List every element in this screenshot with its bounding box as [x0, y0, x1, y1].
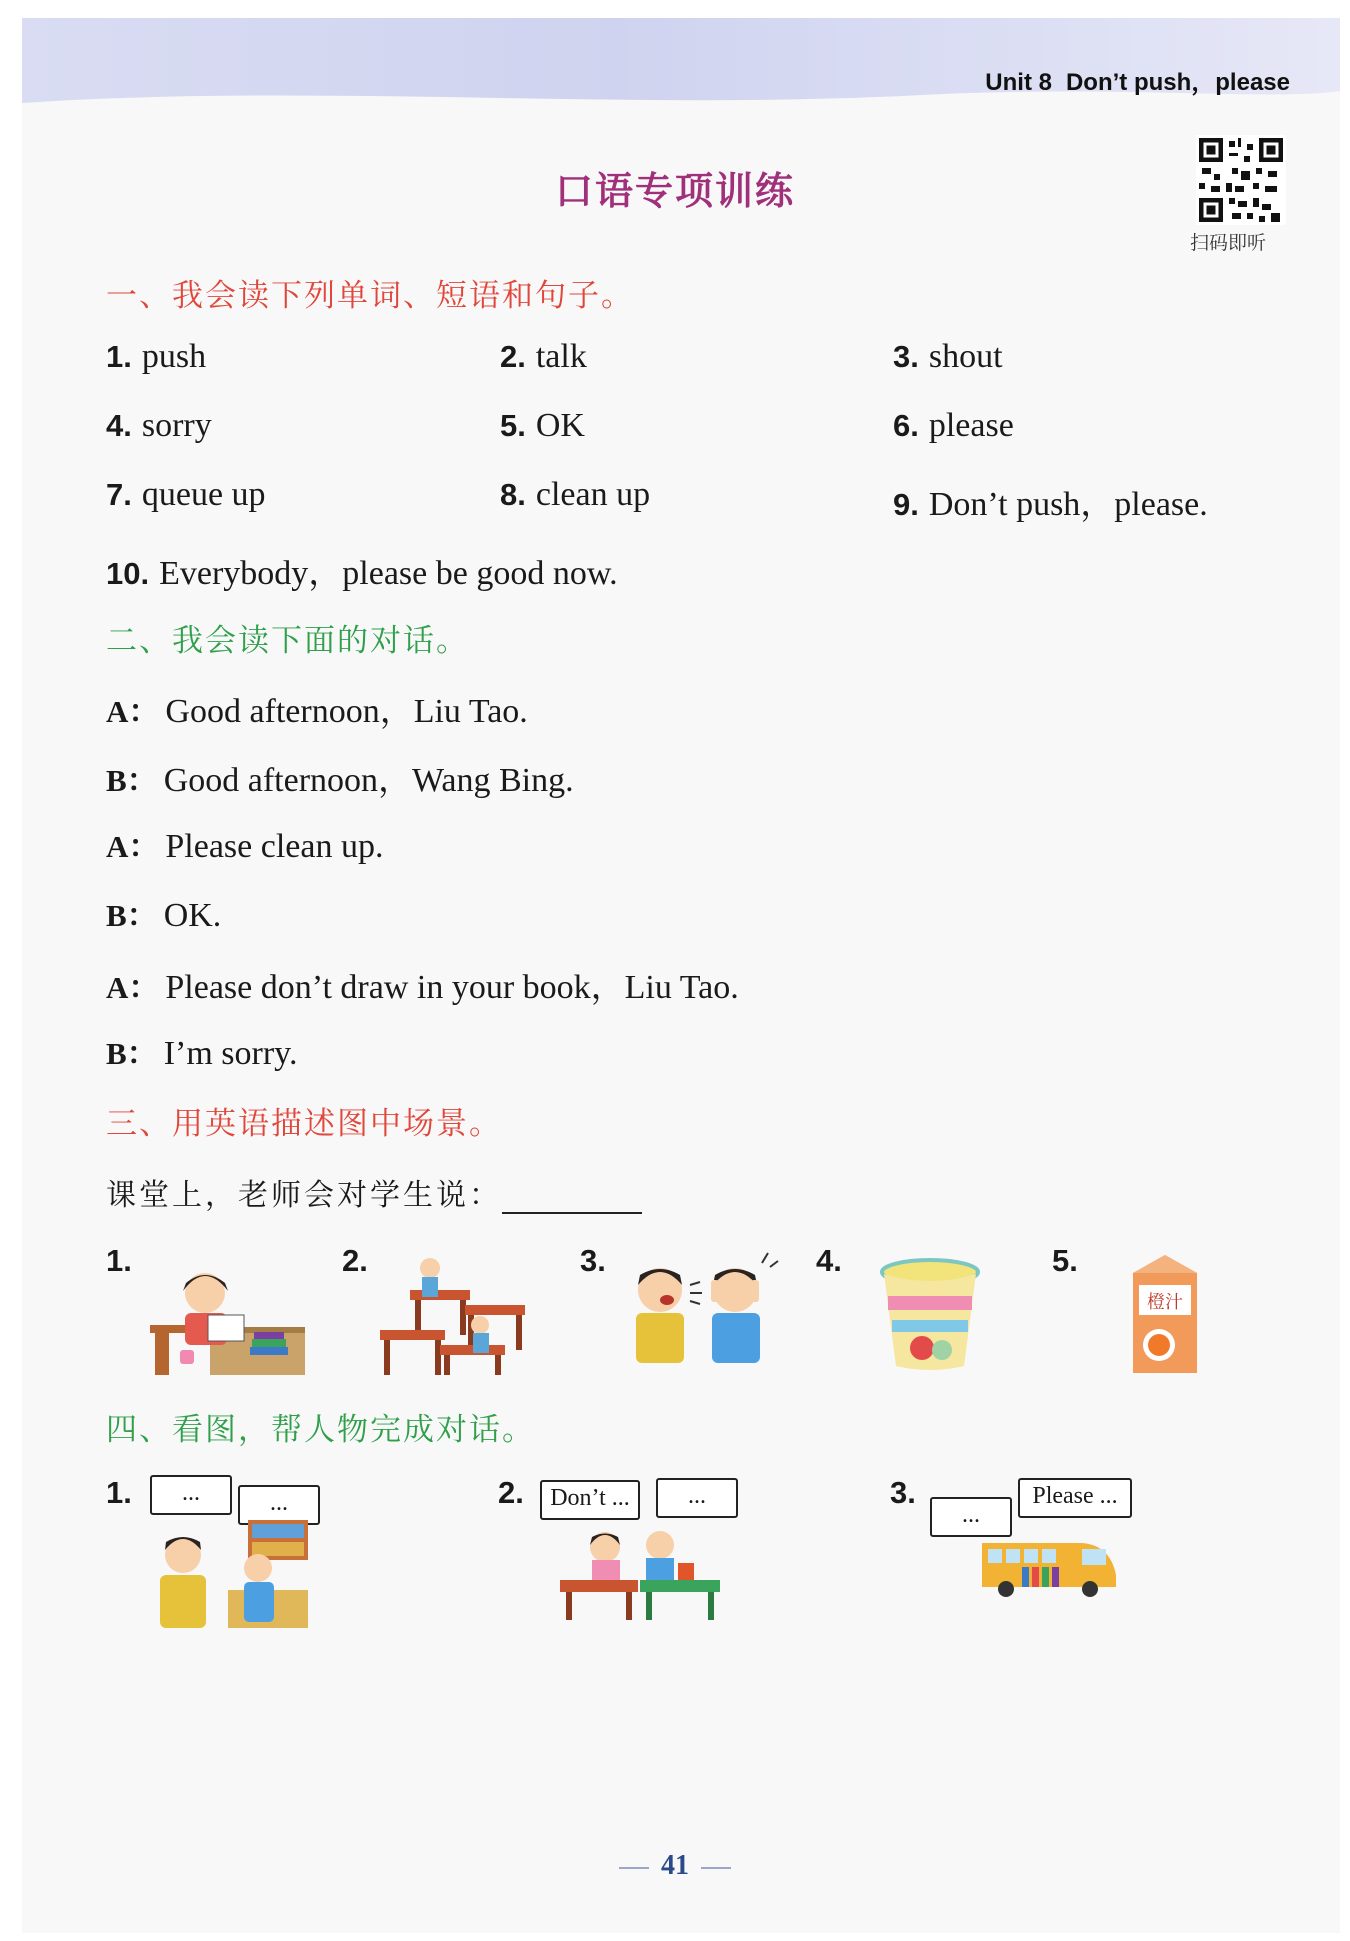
picture-number: 4.: [816, 1243, 842, 1278]
speaker: B：: [106, 763, 158, 798]
girl-reading-book-icon: [150, 1255, 305, 1375]
section4-heading: 四、看图，帮人物完成对话。: [106, 1412, 535, 1448]
line-text: Good afternoon，Liu Tao.: [165, 693, 528, 730]
line-text: Please don’t draw in your book，Liu Tao.: [165, 969, 739, 1006]
section2-heading: 二、我会读下面的对话。: [106, 623, 469, 659]
item-number: 2.: [500, 339, 526, 374]
unit-number: Unit 8: [985, 69, 1052, 96]
boys-shouting-icon: [620, 1245, 780, 1375]
speaker: A：: [106, 970, 160, 1005]
dialogue-line: [106, 1028, 297, 1073]
children-at-desks-icon: [380, 1250, 530, 1375]
dialogue-line: [106, 959, 739, 1008]
juice-label: 橙汁: [1147, 1292, 1183, 1313]
item-number: 6.: [893, 408, 919, 443]
prompt-text: 课堂上，老师会对学生说：: [106, 1178, 502, 1213]
word-item: [106, 407, 212, 445]
item-text: Don’t push，please.: [928, 486, 1208, 523]
juice-carton-icon: [1125, 1255, 1205, 1373]
item-number: 8.: [500, 477, 526, 512]
dialogue-line: [106, 683, 528, 732]
item-text: shout: [928, 338, 1003, 375]
speech-bubble[interactable]: ...: [930, 1497, 1012, 1537]
page-number: 41: [661, 1850, 689, 1881]
speaker: B：: [106, 1036, 158, 1071]
item-number: 3.: [893, 339, 919, 374]
picture-number: 3.: [890, 1475, 916, 1510]
item-text: queue up: [141, 476, 266, 513]
line-text: Good afternoon，Wang Bing.: [163, 762, 574, 799]
kids-at-desk-icon: [560, 1525, 720, 1620]
section1-heading: 一、我会读下列单词、短语和句子。: [106, 278, 634, 314]
word-item: [500, 476, 650, 514]
ice-cream-cup-icon: [880, 1258, 980, 1373]
word-item: [893, 476, 1208, 525]
word-item: [893, 407, 1014, 445]
qr-caption: 扫码即听: [1190, 232, 1267, 254]
unit-label: [985, 62, 1290, 97]
page-title: 口语专项训练: [554, 169, 795, 213]
page-footer: [0, 1850, 1350, 1882]
picture-number: 3.: [580, 1243, 606, 1278]
item-number: 5.: [500, 408, 526, 443]
item-text: Everybody，please be good now.: [159, 555, 618, 592]
item-number: 7.: [106, 477, 132, 512]
word-item: [500, 407, 585, 445]
line-text: I’m sorry.: [163, 1035, 298, 1072]
dialogue-line: [106, 821, 383, 866]
word-item: [106, 476, 266, 514]
dialogue-line: [106, 752, 574, 801]
item-text: clean up: [535, 476, 651, 513]
footer-dash-right: [701, 1867, 731, 1869]
item-number: 1.: [106, 339, 132, 374]
picture-number: 5.: [1052, 1243, 1078, 1278]
footer-dash-left: [619, 1867, 649, 1869]
speech-bubble[interactable]: ...: [150, 1475, 232, 1515]
word-item: [106, 338, 206, 376]
speaker: A：: [106, 694, 160, 729]
picture-number: 1.: [106, 1475, 132, 1510]
answer-blank[interactable]: [502, 1184, 642, 1214]
word-item: [106, 545, 618, 594]
picture-number: 2.: [498, 1475, 524, 1510]
school-bus-queue-icon: [982, 1535, 1117, 1597]
unit-title: Don’t push，please: [1065, 69, 1290, 96]
item-text: talk: [535, 338, 587, 375]
speech-bubble[interactable]: Don’t ...: [540, 1480, 640, 1520]
item-text: push: [141, 338, 207, 375]
speech-bubble[interactable]: ...: [656, 1478, 738, 1518]
item-text: please: [928, 407, 1014, 444]
item-text: sorry: [141, 407, 212, 444]
picture-number: 2.: [342, 1243, 368, 1278]
speech-bubble[interactable]: ...: [238, 1485, 320, 1525]
picture-number: 1.: [106, 1243, 132, 1278]
item-number: 4.: [106, 408, 132, 443]
section3-prompt: [106, 1170, 642, 1214]
section3-heading: 三、用英语描述图中场景。: [106, 1106, 502, 1142]
item-number: 9.: [893, 487, 919, 522]
line-text: OK.: [163, 897, 222, 934]
speech-bubble[interactable]: Please ...: [1018, 1478, 1132, 1518]
dialogue-line: [106, 890, 221, 935]
line-text: Please clean up.: [165, 828, 384, 865]
word-item: [500, 338, 587, 376]
item-number: 10.: [106, 556, 150, 591]
speaker: A：: [106, 829, 160, 864]
word-item: [893, 338, 1003, 376]
boy-and-girl-talking-icon: [148, 1520, 308, 1628]
speaker: B：: [106, 898, 158, 933]
qr-code-icon[interactable]: [1196, 135, 1286, 225]
item-text: OK: [535, 407, 585, 444]
